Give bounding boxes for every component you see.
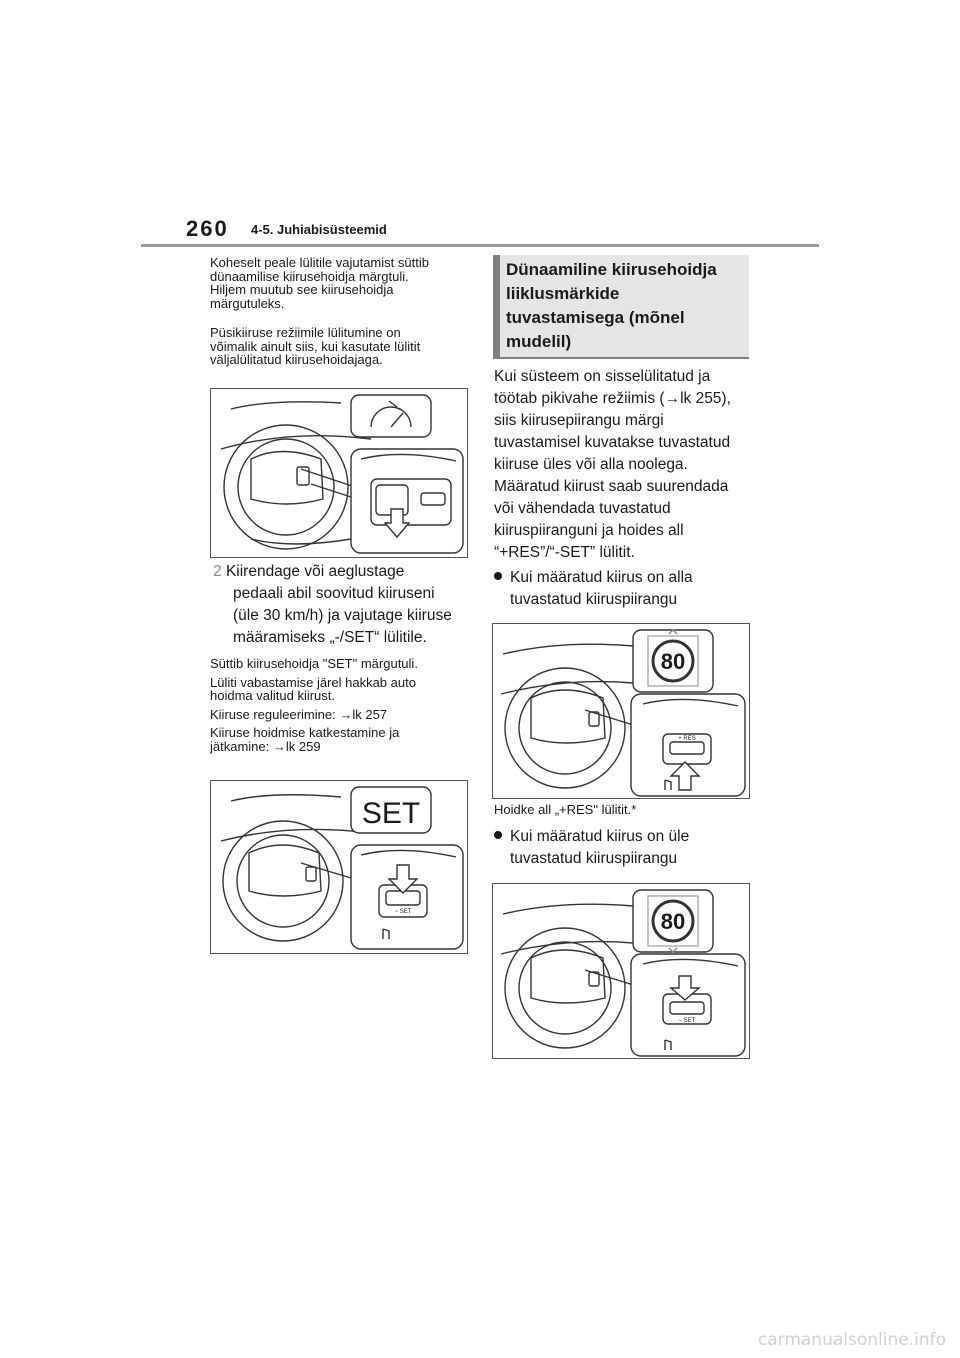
speed-adjust-link[interactable]: Kiiruse reguleerimine: →lk 257 bbox=[210, 706, 388, 722]
note-line: väljalülitatud kiirusehoidajaga. bbox=[210, 352, 383, 367]
set-label: SET bbox=[361, 797, 421, 830]
bullet-line: Kui määratud kiirus on üle bbox=[510, 828, 690, 845]
res-caption: Hoidke all „+RES" lülitit.* bbox=[494, 802, 637, 817]
heading-line: liiklusmärkide bbox=[506, 284, 620, 303]
body-line: siis kiirusepiirangu märgi bbox=[494, 412, 664, 429]
body-line: kiiruspiiranguni ja hoides all bbox=[494, 522, 684, 539]
intro-line: dünaamilise kiirusehoidja märgtuli. bbox=[210, 268, 409, 284]
cancel-resume-link[interactable]: jätkamine: →lk 259 bbox=[210, 738, 321, 754]
heading-line: mudelil) bbox=[506, 332, 572, 351]
note-line: Kiiruse hoidmise katkestamine ja bbox=[210, 725, 400, 740]
set-switch-label: − SET bbox=[394, 909, 412, 915]
section-body bbox=[494, 366, 756, 564]
note-line: Püsikiiruse režiimile lülitumine on bbox=[210, 325, 401, 340]
heading-line: Dünaamiline kiirusehoidja bbox=[506, 260, 717, 279]
body-line: töötab pikivahe režiimis (→lk 255), bbox=[494, 390, 731, 407]
intro-line: märgutuleks. bbox=[210, 295, 285, 311]
section-heading-bar bbox=[493, 255, 500, 358]
figure-set-decrease bbox=[492, 883, 750, 1059]
step-line: Kiirendage või aeglustage bbox=[225, 563, 405, 580]
figure-switch-press bbox=[210, 388, 468, 558]
res-switch-label: + RES bbox=[678, 736, 696, 742]
body-line: või vähendada tuvastatud bbox=[494, 500, 671, 517]
bullet-dot bbox=[494, 572, 502, 580]
intro-paragraph bbox=[210, 256, 470, 310]
note-set-indicator: Süttib kiirusehoidja "SET" märgutuli. bbox=[210, 656, 418, 671]
section-heading-rule bbox=[493, 357, 749, 359]
figure-set-switch bbox=[210, 780, 468, 954]
cruise-mode-note bbox=[210, 326, 470, 367]
body-line: Määratud kiirust saab suurendada bbox=[494, 478, 729, 495]
bullet-dot bbox=[494, 831, 502, 839]
step-line: pedaali abil soovitud kiiruseni bbox=[233, 585, 435, 602]
bullet-line: Kui määratud kiirus on alla bbox=[510, 569, 693, 586]
step-line: (üle 30 km/h) ja vajutage kiiruse bbox=[233, 607, 452, 624]
body-line: “+RES”/“-SET” lülitit. bbox=[494, 544, 635, 561]
body-line: Kui süsteem on sisselülitatud ja bbox=[494, 368, 711, 385]
set-switch-label: − SET bbox=[678, 1018, 696, 1024]
res-switch-illustration bbox=[493, 624, 749, 798]
step-notes bbox=[210, 657, 472, 753]
header-divider bbox=[141, 244, 819, 247]
set-switch-illustration bbox=[211, 781, 467, 953]
section-heading bbox=[506, 258, 744, 354]
bullet-below-limit bbox=[494, 567, 756, 611]
speed-sign-value: 80 bbox=[660, 909, 686, 934]
body-line: tuvastamisel kuvatakse tuvastatud bbox=[494, 434, 731, 451]
steering-switch-illustration bbox=[211, 389, 467, 557]
heading-line: tuvastamisega (mõnel bbox=[506, 308, 685, 327]
bullet-above-limit bbox=[494, 826, 756, 870]
body-line: kiiruse üles või alla noolega. bbox=[494, 456, 688, 473]
bullet-line: tuvastatud kiiruspiirangu bbox=[510, 591, 678, 608]
step-number: 2 bbox=[213, 563, 222, 580]
watermark: carmanualsonline.info bbox=[757, 1330, 946, 1350]
note-line: Lüliti vabastamise järel hakkab auto bbox=[210, 674, 416, 690]
step-line: määramiseks „-/SET“ lülitile. bbox=[233, 629, 427, 646]
intro-line: Koheselt peale lülitile vajutamist süttib bbox=[210, 255, 429, 270]
set-decrease-illustration bbox=[493, 884, 749, 1058]
figure-res-increase bbox=[492, 623, 750, 799]
bullet-line: tuvastatud kiiruspiirangu bbox=[510, 850, 678, 867]
speed-sign-value: 80 bbox=[660, 649, 686, 674]
step-2 bbox=[213, 561, 475, 649]
intro-line: Hiljem muutub see kiirusehoidja bbox=[210, 282, 394, 297]
section-title: 4-5. Juhiabisüsteemid bbox=[251, 222, 387, 237]
note-line: võimalik ainult siis, kui kasutate lülitit bbox=[210, 338, 421, 354]
note-line: hoidma valitud kiirust. bbox=[210, 688, 335, 703]
page-number: 260 bbox=[186, 216, 229, 241]
